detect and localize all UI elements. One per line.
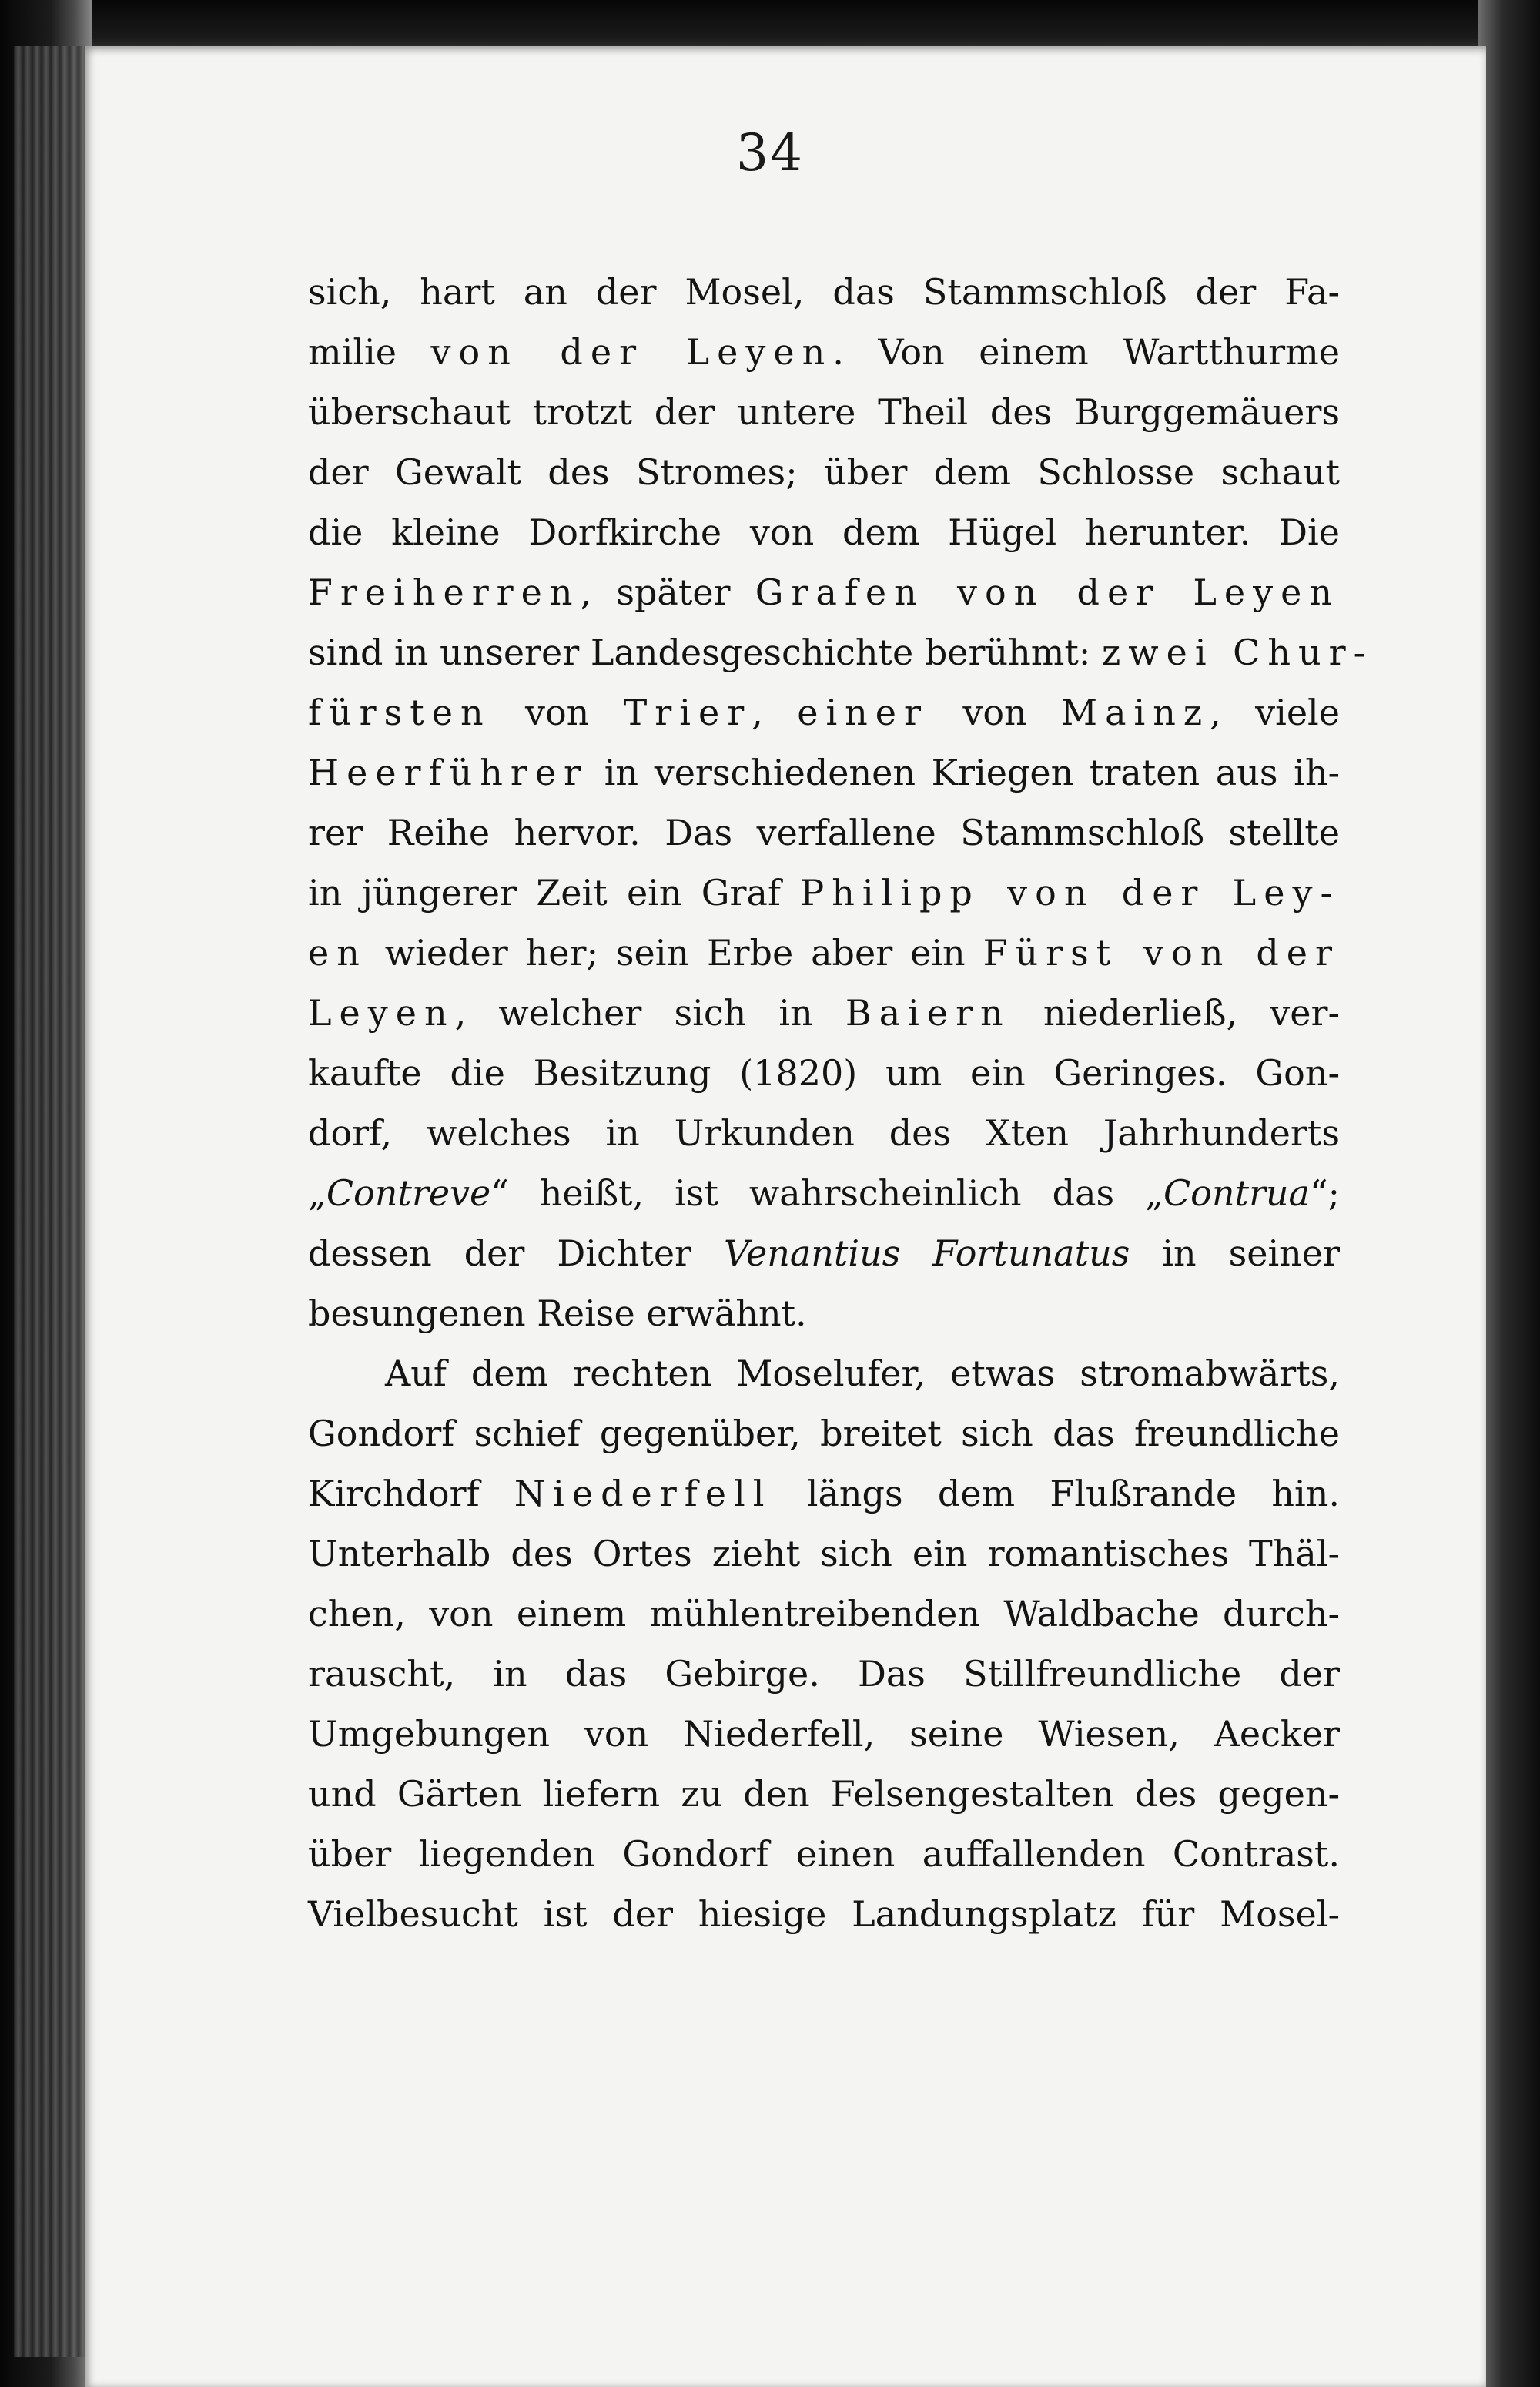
text-fragment: Umgebungen von Niederfell, seine Wiesen, Aecker [308, 1713, 1340, 1755]
text-fragment: Kirchdorf [308, 1473, 514, 1514]
text-fragment: , später [580, 572, 755, 613]
italic-text: Contrua [1163, 1172, 1310, 1214]
text-fragment: besungenen Reise erwähnt. [308, 1292, 807, 1334]
text-fragment: in verschiedenen Kriegen traten aus ih- [588, 752, 1340, 793]
spaced-text: Freiherren [308, 572, 581, 613]
text-fragment: „ [308, 1172, 326, 1214]
text-fragment: dessen der Dichter [308, 1232, 725, 1274]
spaced-text: Grafen von der Leyen [755, 572, 1340, 613]
text-fragment: von [929, 692, 1062, 733]
text-fragment: Unterhalb des Ortes zieht sich ein romantisches Thäl- [308, 1533, 1340, 1574]
text-fragment: über liegenden Gondorf einen auffallenden Contrast. [308, 1833, 1340, 1875]
text-fragment: und Gärten liefern zu den Felsengestalten des gegen- [308, 1773, 1340, 1815]
text-line [308, 382, 1340, 442]
text-line [308, 1884, 1340, 1944]
text-fragment: Auf dem rechten Moselufer, etwas stromabwärts, [385, 1353, 1340, 1394]
spaced-text: Philipp von der Ley- [800, 872, 1340, 914]
body-text [308, 262, 1374, 1944]
text-fragment: . Von einem Wartthurme [832, 331, 1340, 373]
text-line [308, 562, 1340, 622]
text-fragment: rauscht, in das Gebirge. Das Stillfreundliche der [308, 1653, 1340, 1695]
text-fragment: kaufte die Besitzung (1820) um ein Geringes. Gon- [308, 1052, 1340, 1094]
spaced-text: fürsten [308, 692, 491, 733]
text-line [308, 1163, 1340, 1223]
text-line [308, 1644, 1340, 1704]
spaced-text: Heerführer [308, 752, 589, 793]
text-fragment: “ heißt, ist wahrscheinlich das „ [490, 1172, 1163, 1214]
text-line [308, 1764, 1340, 1824]
text-line [308, 1283, 1340, 1343]
text-line [308, 1463, 1340, 1524]
text-line [308, 1403, 1340, 1463]
spaced-text: Fürst von der [983, 932, 1340, 974]
scan-right-border [1478, 0, 1540, 2387]
spaced-text: zwei Chur- [1101, 632, 1374, 673]
text-line [308, 1824, 1340, 1884]
italic-text: Contreve [326, 1172, 491, 1214]
text-fragment: , [752, 692, 798, 733]
text-fragment: die kleine Dorfkirche von dem Hügel herunter. Die [308, 511, 1340, 553]
spaced-text: Niederfell [514, 1473, 772, 1514]
text-line [308, 1524, 1340, 1584]
text-fragment: Gondorf schief gegenüber, breitet sich das freundliche [308, 1413, 1340, 1454]
text-line [308, 442, 1340, 502]
text-line [308, 1584, 1340, 1644]
text-fragment: dorf, welches in Urkunden des Xten Jahrhunderts [308, 1112, 1340, 1154]
text-line [308, 923, 1340, 983]
text-fragment: sind in unserer Landesgeschichte berühmt: [308, 632, 1102, 673]
spaced-text: Trier [623, 692, 752, 733]
text-fragment: überschaut trotzt der untere Theil des Burggemäuers [308, 391, 1340, 433]
spaced-text: Baiern [845, 992, 1011, 1034]
text-line [308, 1223, 1340, 1283]
spaced-text: Leyen [308, 992, 455, 1034]
text-fragment: , welcher sich in [454, 992, 845, 1034]
text-line [308, 983, 1340, 1043]
text-line [308, 1704, 1340, 1764]
spaced-text: von der Leyen [430, 331, 833, 373]
text-line [308, 1103, 1340, 1163]
text-fragment: milie [308, 331, 431, 373]
text-fragment: in seiner [1130, 1232, 1340, 1274]
text-line [308, 682, 1340, 743]
text-line [308, 622, 1374, 682]
text-fragment: wieder her; sein Erbe aber ein [367, 932, 983, 974]
text-line [308, 502, 1340, 562]
italic-text: Venantius Fortunatus [724, 1232, 1130, 1274]
text-fragment: sich, hart an der Mosel, das Stammschloß der Fa- [308, 271, 1340, 313]
text-fragment: chen, von einem mühlentreibenden Waldbache durch- [308, 1593, 1340, 1634]
text-fragment: niederließ, ver- [1010, 992, 1340, 1034]
text-fragment: längs dem Flußrande hin. [772, 1473, 1341, 1514]
text-fragment: Vielbesucht ist der hiesige Landungsplatz für Mosel- [308, 1893, 1340, 1935]
text-fragment: , viele [1210, 692, 1340, 733]
spaced-text: Mainz [1061, 692, 1210, 733]
text-fragment: der Gewalt des Stromes; über dem Schlosse schaut [308, 451, 1340, 493]
text-fragment: in jüngerer Zeit ein Graf [308, 872, 801, 914]
spaced-text: einer [797, 692, 929, 733]
text-fragment: rer Reihe hervor. Das verfallene Stammschloß stellte [308, 812, 1340, 853]
text-line [308, 1043, 1340, 1103]
text-line [308, 262, 1340, 322]
text-fragment: “; [1309, 1172, 1340, 1214]
text-fragment: von [490, 692, 624, 733]
book-spine-edges [14, 46, 87, 2357]
text-line [308, 803, 1340, 863]
text-line [308, 743, 1340, 803]
text-line [308, 322, 1340, 382]
text-line [308, 1343, 1340, 1403]
page-number: 34 [736, 123, 804, 183]
text-line [308, 863, 1340, 923]
spaced-text: en [308, 932, 367, 974]
